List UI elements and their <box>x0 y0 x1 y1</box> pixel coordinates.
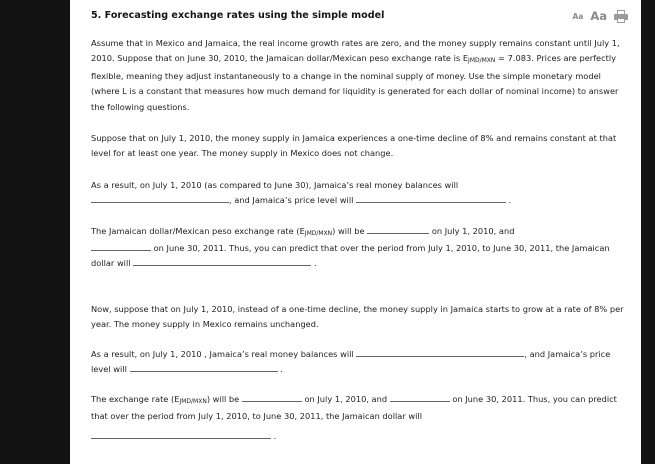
s1-real-money-balances-blank[interactable] <box>91 194 229 203</box>
s1-price-level-blank[interactable] <box>356 194 506 203</box>
scenario1-paragraph: Suppose that on July 1, 2010, the money supply in Jamaica experiences a one-time decline of 8% and remains constant at that level for at least one year. The money supply in Mexico does not change. <box>91 133 617 159</box>
toolbar <box>572 9 628 23</box>
question-header <box>91 10 631 26</box>
s2-currency-direction-blank[interactable] <box>91 430 271 439</box>
scenario1-question2: The Jamaican dollar/Mexican peso exchange rate (EJMD/MXN) will be on July 1, 2010, and on June 30, 2011. Thus, you can predict that over the period from July 1, 2010, to June 30, 2011, the Jamaican dollar will . <box>91 225 610 269</box>
s1-rate-july-2010-blank[interactable] <box>367 225 429 234</box>
s1-rate-june-2011-blank[interactable] <box>91 242 151 251</box>
question-content <box>91 36 625 445</box>
s2-rate-july-2010-blank[interactable] <box>242 393 302 402</box>
s2-price-level-blank[interactable] <box>130 363 278 372</box>
s1-currency-direction-blank[interactable] <box>133 257 311 266</box>
intro-paragraph: Assume that in Mexico and Jamaica, the real income growth rates are zero, and the money supply remains constant until July 1, 2010. Suppose that on June 30, 2010, the Jamaican dollar/Mexican peso exchange rate is EJMD/MXN = 7.083. Prices are perfectly flexible, meaning they adjust instantaneously to a change in the nominal supply of money. Use the simple monetary model (where L is a constant that measures how much demand for liquidity is generated for each dollar of nominal income) to answer the following questions. <box>91 38 620 112</box>
scenario2-question2: The exchange rate (EJMD/MXN) will be on July 1, 2010, and on June 30, 2011. Thus, you can predict that over the period from July 1, 2010, to June 30, 2011, the Jamaican dollar will . <box>91 393 617 442</box>
scenario2-paragraph: Now, suppose that on July 1, 2010, instead of a one-time decline, the money supply in Jamaica starts to grow at a rate of 8% per year. The money supply in Mexico remains unchanged. <box>91 303 624 330</box>
s2-rate-june-2011-blank[interactable] <box>390 393 450 402</box>
question-title: 5. Forecasting exchange rates using the simple model <box>91 10 385 21</box>
font-size-small-button[interactable]: Aa <box>572 12 584 21</box>
font-size-large-button[interactable]: Aa <box>590 9 607 23</box>
printer-icon[interactable] <box>614 10 628 23</box>
scenario1-question1: As a result, on July 1, 2010 (as compared to June 30), Jamaica’s real money balances will , and Jamaica’s price level will . <box>91 179 512 206</box>
question-page <box>70 0 641 464</box>
scenario2-question1: As a result, on July 1, 2010 , Jamaica’s real money balances will , and Jamaica’s price level will . <box>91 348 611 375</box>
s2-real-money-balances-blank[interactable] <box>356 348 524 357</box>
